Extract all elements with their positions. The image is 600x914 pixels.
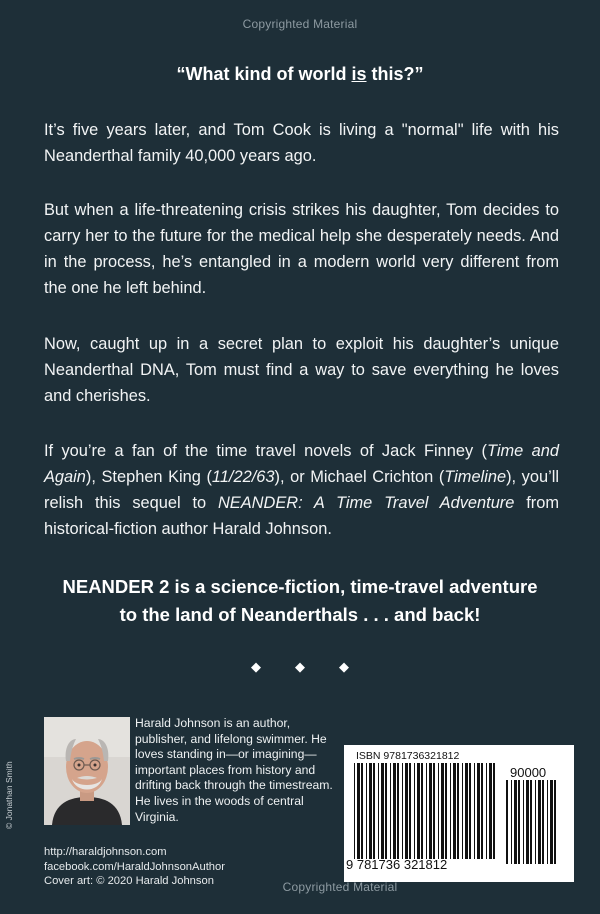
barcode-bar [405,763,408,859]
barcode-bar [429,763,432,859]
barcode-bar [550,780,553,864]
barcode-bar [393,763,396,859]
barcode-bar [381,763,384,859]
p4-text-4: ), you’ll relish this sequel to [44,468,559,512]
barcode-bar [426,763,427,859]
barcode-bar [489,763,492,859]
barcode-bar [421,763,423,859]
diamond-icon: ◆ [251,659,261,674]
author-bio: Harald Johnson is an author, publisher, and lifelong swimmer. He loves standing in—or imagining—important places from history and drifting back through the timestream. He lives in the woods of central Virginia. [135,716,333,824]
tagline [0,64,600,85]
barcode-bar [366,763,367,859]
barcode-bar [511,780,512,864]
facebook-link[interactable]: facebook.com/HaraldJohnsonAuthor [44,860,225,873]
title-neander: NEANDER: A Time Travel Adventure [217,494,515,512]
barcode-bar [354,763,355,859]
isbn-label: ISBN 9781736321812 [356,750,460,762]
barcode-bar [481,763,483,859]
barcode-bar [477,763,480,859]
barcode-bar [378,763,379,859]
ean-barcode-bars [354,763,502,859]
barcode-bar [441,763,444,859]
tagline-end: this?” [366,64,424,84]
barcode-bar [402,763,403,859]
barcode-bar [445,763,447,859]
barcode-bar [514,780,517,864]
barcode-bar [474,763,475,859]
title-timeline: Timeline [444,468,507,486]
barcode-bar [462,763,463,859]
isbn-barcode [344,745,574,882]
barcode-bar [453,763,456,859]
barcode-bar [523,780,524,864]
barcode-bar [438,763,439,859]
barcode-bar [397,763,399,859]
p4-text-3: ), or Michael Crichton ( [274,468,445,486]
barcode-bar [357,763,360,859]
barcode-bar [361,763,363,859]
barcode-bar [373,763,375,859]
barcode-bar [414,763,415,859]
barcode-bar [433,763,435,859]
p4-text-1: If you’re a fan of the time travel novels of Jack Finney ( [44,442,487,460]
barcode-bar [385,763,387,859]
diamond-icon: ◆ [295,659,305,674]
copyright-watermark-top: Copyrighted Material [242,17,358,31]
barcode-bar [465,763,468,859]
author-portrait-illustration [44,717,130,825]
barcode-bar [457,763,459,859]
promo-line-2: to the land of Neanderthals . . . and back! [119,604,481,625]
barcode-bar [469,763,471,859]
barcode-bar [538,780,541,864]
website-link[interactable]: http://haraldjohnson.com [44,846,167,858]
barcode-bar [450,763,451,859]
promo-line-1: NEANDER 2 is a science-fiction, time-travel adventure [62,576,538,597]
barcode-bar [530,780,532,864]
barcode-bar [518,780,520,864]
photo-credit: © Jonathan Smith [4,761,14,829]
barcode-bar [369,763,372,859]
blurb-paragraph-4 [44,438,559,542]
title-11-22-63: 11/22/63 [211,468,275,486]
blurb-paragraph-3: Now, caught up in a secret plan to exploit his daughter’s unique Neanderthal DNA, Tom must find a way to save everything he loves and cherishes. [44,335,559,405]
blurb-paragraph-1: It’s five years later, and Tom Cook is living a "normal" life with his Neanderthal family 40,000 years ago. [44,121,559,165]
ean-digits: 9 781736 321812 [346,857,448,872]
barcode-bar [547,780,548,864]
barcode-bar [542,780,544,864]
title-time-and-again: Time and Again [44,442,559,486]
barcode-bar [554,780,556,864]
barcode-bar [535,780,536,864]
barcode-bar [409,763,411,859]
cover-art-credit: Cover art: © 2020 Harald Johnson [44,875,214,887]
tagline-emphasis: is [351,64,367,84]
section-divider [0,659,600,675]
price-code: 90000 [510,765,547,780]
barcode-bar [493,763,495,859]
barcode-bar [526,780,529,864]
author-photo [44,717,130,825]
diamond-icon: ◆ [339,659,349,674]
barcode-bar [390,763,391,859]
p4-text-5: from historical-fiction author Harald Johnson. [44,494,559,538]
tagline-start: “What kind of world [176,64,352,84]
p4-text-2: ), Stephen King ( [85,468,212,486]
barcode-bar [506,780,508,864]
promo-statement [0,573,600,629]
barcode-bar [417,763,420,859]
blurb-paragraph-2: But when a life-threatening crisis strikes his daughter, Tom decides to carry her to the future for the medical help she desperately needs. And in the process, he’s entangled in a modern world very different from the one he left behind. [44,201,559,297]
barcode-bar [486,763,487,859]
price-barcode-bars [506,780,560,864]
copyright-watermark-bottom: Copyrighted Material [282,880,398,894]
